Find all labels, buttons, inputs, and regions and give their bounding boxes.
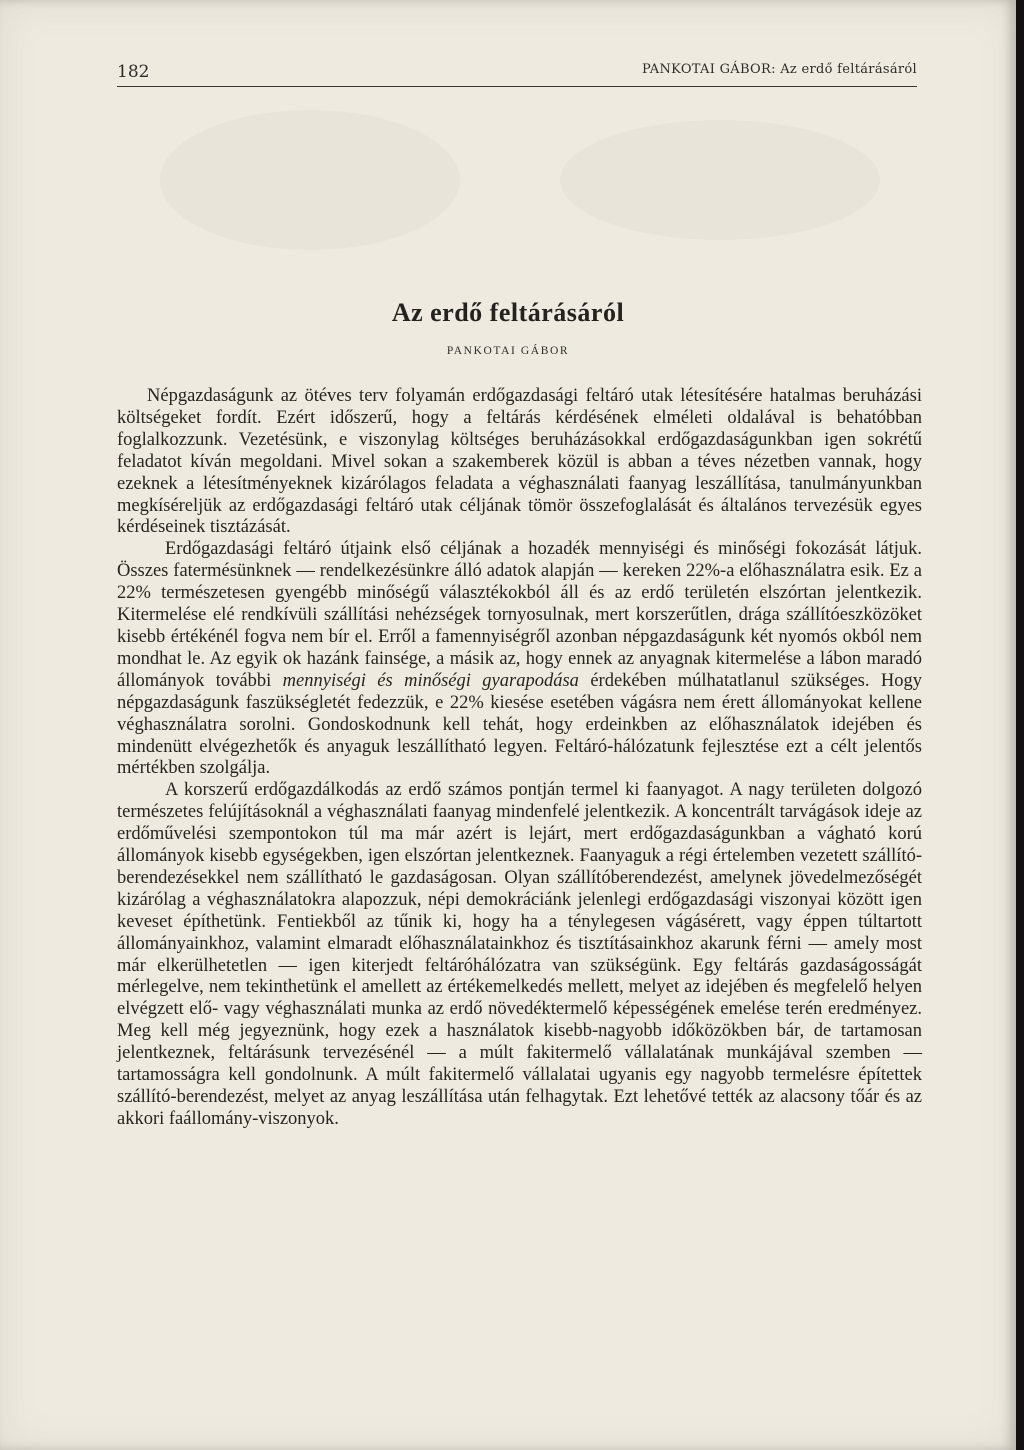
paragraph-text: A korszerű erdőgazdálkodás az erdő számos pontján termel ki faanyagot. A nagy területen dolgozó természetes felújításoknál a véghasználati faanyag mindenfelé jelentkezik. A koncentrált tarvágások ideje az erdőművelési szempontokon túl ma már azért is lejárt, mert erdőgazdaságunkban a vágható korú állományok kisebb egységekben, igen elszórtan jelentkeznek. Faanyaguk a régi értelemben vezetett szállító-berendezésekkel nem szállítható le gazdaságosan. Olyan szállítóberendezést, amelynek jövedelmezőségét kizárólag a véghasználatokra alapozzuk, népi demokráciánk jelenlegi erdőgazdasági viszonyai között igen keveset építhetünk. Fentiekből az tűnik ki, hogy ha a ténylegesen vágásérett, vagy éppen túltartott állományainkhoz, valamint elmaradt előhasználatainkhoz és tisztításainkhoz akarunk férni — amely most már elkerülhetetlen — igen kiterjedt feltáróhálózatra van szükségünk. Egy feltárás gazdaságosságát mérlegelve, nem tekinthetünk el amellett az értékemelkedés mellett, melyet az idejében és megfelelő helyen elvégzett elő- vagy véghasználati munka az erdő növedéktermelő képességének emelése terén eredményez. Meg kell még jegyeznünk, hogy ezek a használatok kisebb-nagyobb időközökben bár, de tartamosan jelentkeznek, feltárásunk tervezésénél — a múlt fakitermelő vállalatának munkájával szemben — tartamosságra kell gondolnunk. A múlt fakitermelő vállalatai ugyanis egy nagyobb termelésre építettek szállító-berendezést, melyet az anyag leszállítása után felhagytak. Ezt lehetővé tették az alacsony tőár és az akkori faállomány-viszonyok. xyxy=(117,780,922,1129)
article-title: Az erdő feltárásáról xyxy=(391,298,625,327)
paragraph-text: érdekében múlhatatlanul szükséges. Hogy népgazdaságunk faszükségletét fedezzük, e 22% kiesése esetében vágásra nem érett állományokat kellene véghasználatra sorolni. Gondoskodnunk kell tehát, hogy erdeinkben az előhasználatok idejében és mindenütt elvégezhetők és anyaguk leszállítható legyen. Feltáró-hálózatunk fejlesztése ezt a célt jelentős mértékben szolgálja. xyxy=(117,670,922,779)
paragraph xyxy=(117,539,922,780)
emphasized-text: mennyiségi és minőségi gyarapodása xyxy=(282,670,579,691)
paper-stain xyxy=(160,110,460,250)
running-header xyxy=(117,60,917,86)
running-title: PANKOTAI GÁBOR: Az erdő feltárásáról xyxy=(641,62,917,77)
author-byline: PANKOTAI GÁBOR xyxy=(446,345,570,357)
scan-edge xyxy=(1016,0,1024,1450)
paragraph xyxy=(117,780,922,1131)
paper-stain xyxy=(560,120,880,240)
header-rule xyxy=(117,86,917,87)
paragraph-text: Népgazdaságunk az ötéves terv folyamán erdőgazdasági feltáró utak létesítésére hatalmas beruházási költségeket fordít. Ezért időszerű, hogy a feltárás kérdésének elméleti oldalával is behatóbban foglalkozzunk. Vezetésünk, e viszonylag költséges beruházásokkal erdőgazdaságunkban igen sokrétű feladatot kíván megoldani. Mivel sokan a szakemberek közül is abban a téves nézetben vannak, hogy ezeknek a létesítményeknek kizárólagos feladata a véghasználati faanyag leszállítása, tanulmányunkban megkíséreljük az erdőgazdasági feltáró utak céljának tömör összefoglalását és általános tervezésük egyes kérdéseinek tisztázását. xyxy=(117,386,922,538)
paragraph xyxy=(117,386,922,539)
page-number: 182 xyxy=(117,62,150,82)
paragraph-text: Erdőgazdasági feltáró útjaink első céljának a hozadék mennyiségi és minőségi fokozását látjuk. Összes fatermésünknek — rendelkezésünkre álló adatok alapján — kereken 22%-a előhasználatra esik. Ez a 22% természetesen gyengébb minőségű választékokból áll és az erdő területén elszórtan jelentkezik. Kitermelése elé rendkívüli szállítási nehézségek tornyosulnak, mert korszerűtlen, drága szállítóeszközöket kisebb értékénél fogva nem bír el. Erről a famennyiségről azonban népgazdaságunk két nyomós okból nem mondhat le. Az egyik ok hazánk fainsége, a másik az, hogy ennek az anyagnak kitermelése a lábon maradó állományok további xyxy=(117,539,922,691)
article-body xyxy=(117,386,922,1131)
